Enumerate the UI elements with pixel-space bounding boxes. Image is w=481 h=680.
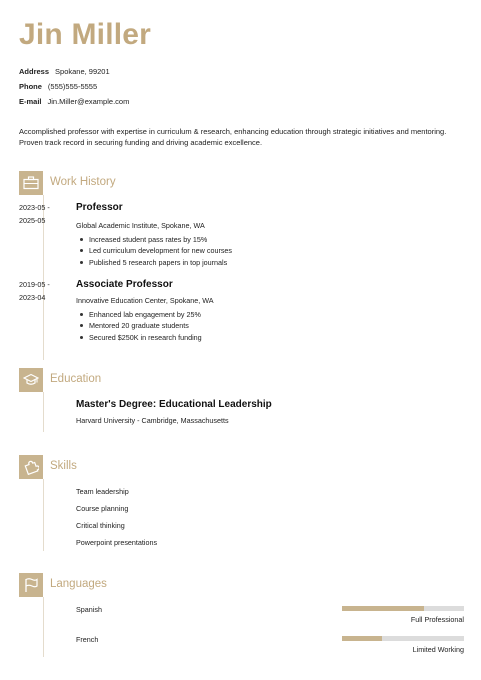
contact-address [19, 67, 110, 76]
skill-item: Course planning [76, 504, 129, 513]
section-title-work-history: Work History [50, 176, 116, 188]
briefcase-icon [19, 171, 43, 195]
job-date-start: 2019-05 - [19, 280, 50, 289]
language-proficiency-fill [342, 606, 424, 611]
job-organization: Innovative Education Center, Spokane, WA [76, 296, 214, 305]
list-item: Secured $250K in research funding [76, 332, 202, 343]
degree-title: Master's Degree: Educational Leadership [76, 399, 272, 410]
job-title: Associate Professor [76, 279, 173, 290]
section-title-languages: Languages [50, 578, 107, 590]
section-title-skills: Skills [50, 460, 77, 472]
language-proficiency-bar [342, 606, 464, 611]
contact-email [19, 97, 129, 106]
graduation-cap-icon [19, 368, 43, 392]
address-value: Spokane, 99201 [55, 67, 110, 76]
email-value[interactable]: Jin.Miller@example.com [47, 97, 130, 106]
phone-label: Phone [19, 82, 42, 91]
list-item: Led curriculum development for new courses [76, 245, 232, 256]
section-divider [43, 597, 44, 657]
section-title-education: Education [50, 373, 102, 385]
language-level: Limited Working [412, 645, 464, 654]
skill-item: Team leadership [76, 487, 129, 496]
job-organization: Global Academic Institute, Spokane, WA [76, 221, 205, 230]
phone-value: (555)555-5555 [47, 82, 98, 91]
job-date-end: 2023-04 [19, 293, 46, 302]
list-item: Enhanced lab engagement by 25% [76, 309, 202, 320]
flag-icon [19, 573, 43, 597]
job-2-dates [19, 278, 50, 304]
language-name: Spanish [76, 605, 102, 614]
language-name: French [76, 635, 99, 644]
section-divider [43, 392, 44, 432]
job-title: Professor [76, 202, 123, 213]
list-item: Published 5 research papers in top journals [76, 257, 232, 268]
job-date-start: 2023-05 - [19, 203, 50, 212]
school-name: Harvard University - Cambridge, Massachusetts [76, 416, 229, 425]
job-1-dates [19, 201, 50, 227]
language-proficiency-fill [342, 636, 382, 641]
language-level: Full Professional [410, 615, 464, 624]
list-item: Mentored 20 graduate students [76, 320, 202, 331]
section-divider [43, 479, 44, 551]
email-label: E-mail [19, 97, 42, 106]
resume-name: Jin Miller [19, 18, 152, 51]
job-1-bullets [76, 234, 232, 268]
puzzle-icon [19, 455, 43, 479]
job-date-end: 2025-05 [19, 216, 46, 225]
job-2-bullets [76, 309, 202, 343]
address-label: Address [19, 67, 50, 76]
list-item: Increased student pass rates by 15% [76, 234, 232, 245]
professional-summary: Accomplished professor with expertise in curriculum & research, enhancing education through strategic initiatives and mentoring. Proven track record in securing funding and driving academic excellence. [19, 127, 447, 147]
contact-phone [19, 82, 97, 91]
skill-item: Powerpoint presentations [76, 538, 158, 547]
skill-item: Critical thinking [76, 521, 125, 530]
language-proficiency-bar [342, 636, 464, 641]
